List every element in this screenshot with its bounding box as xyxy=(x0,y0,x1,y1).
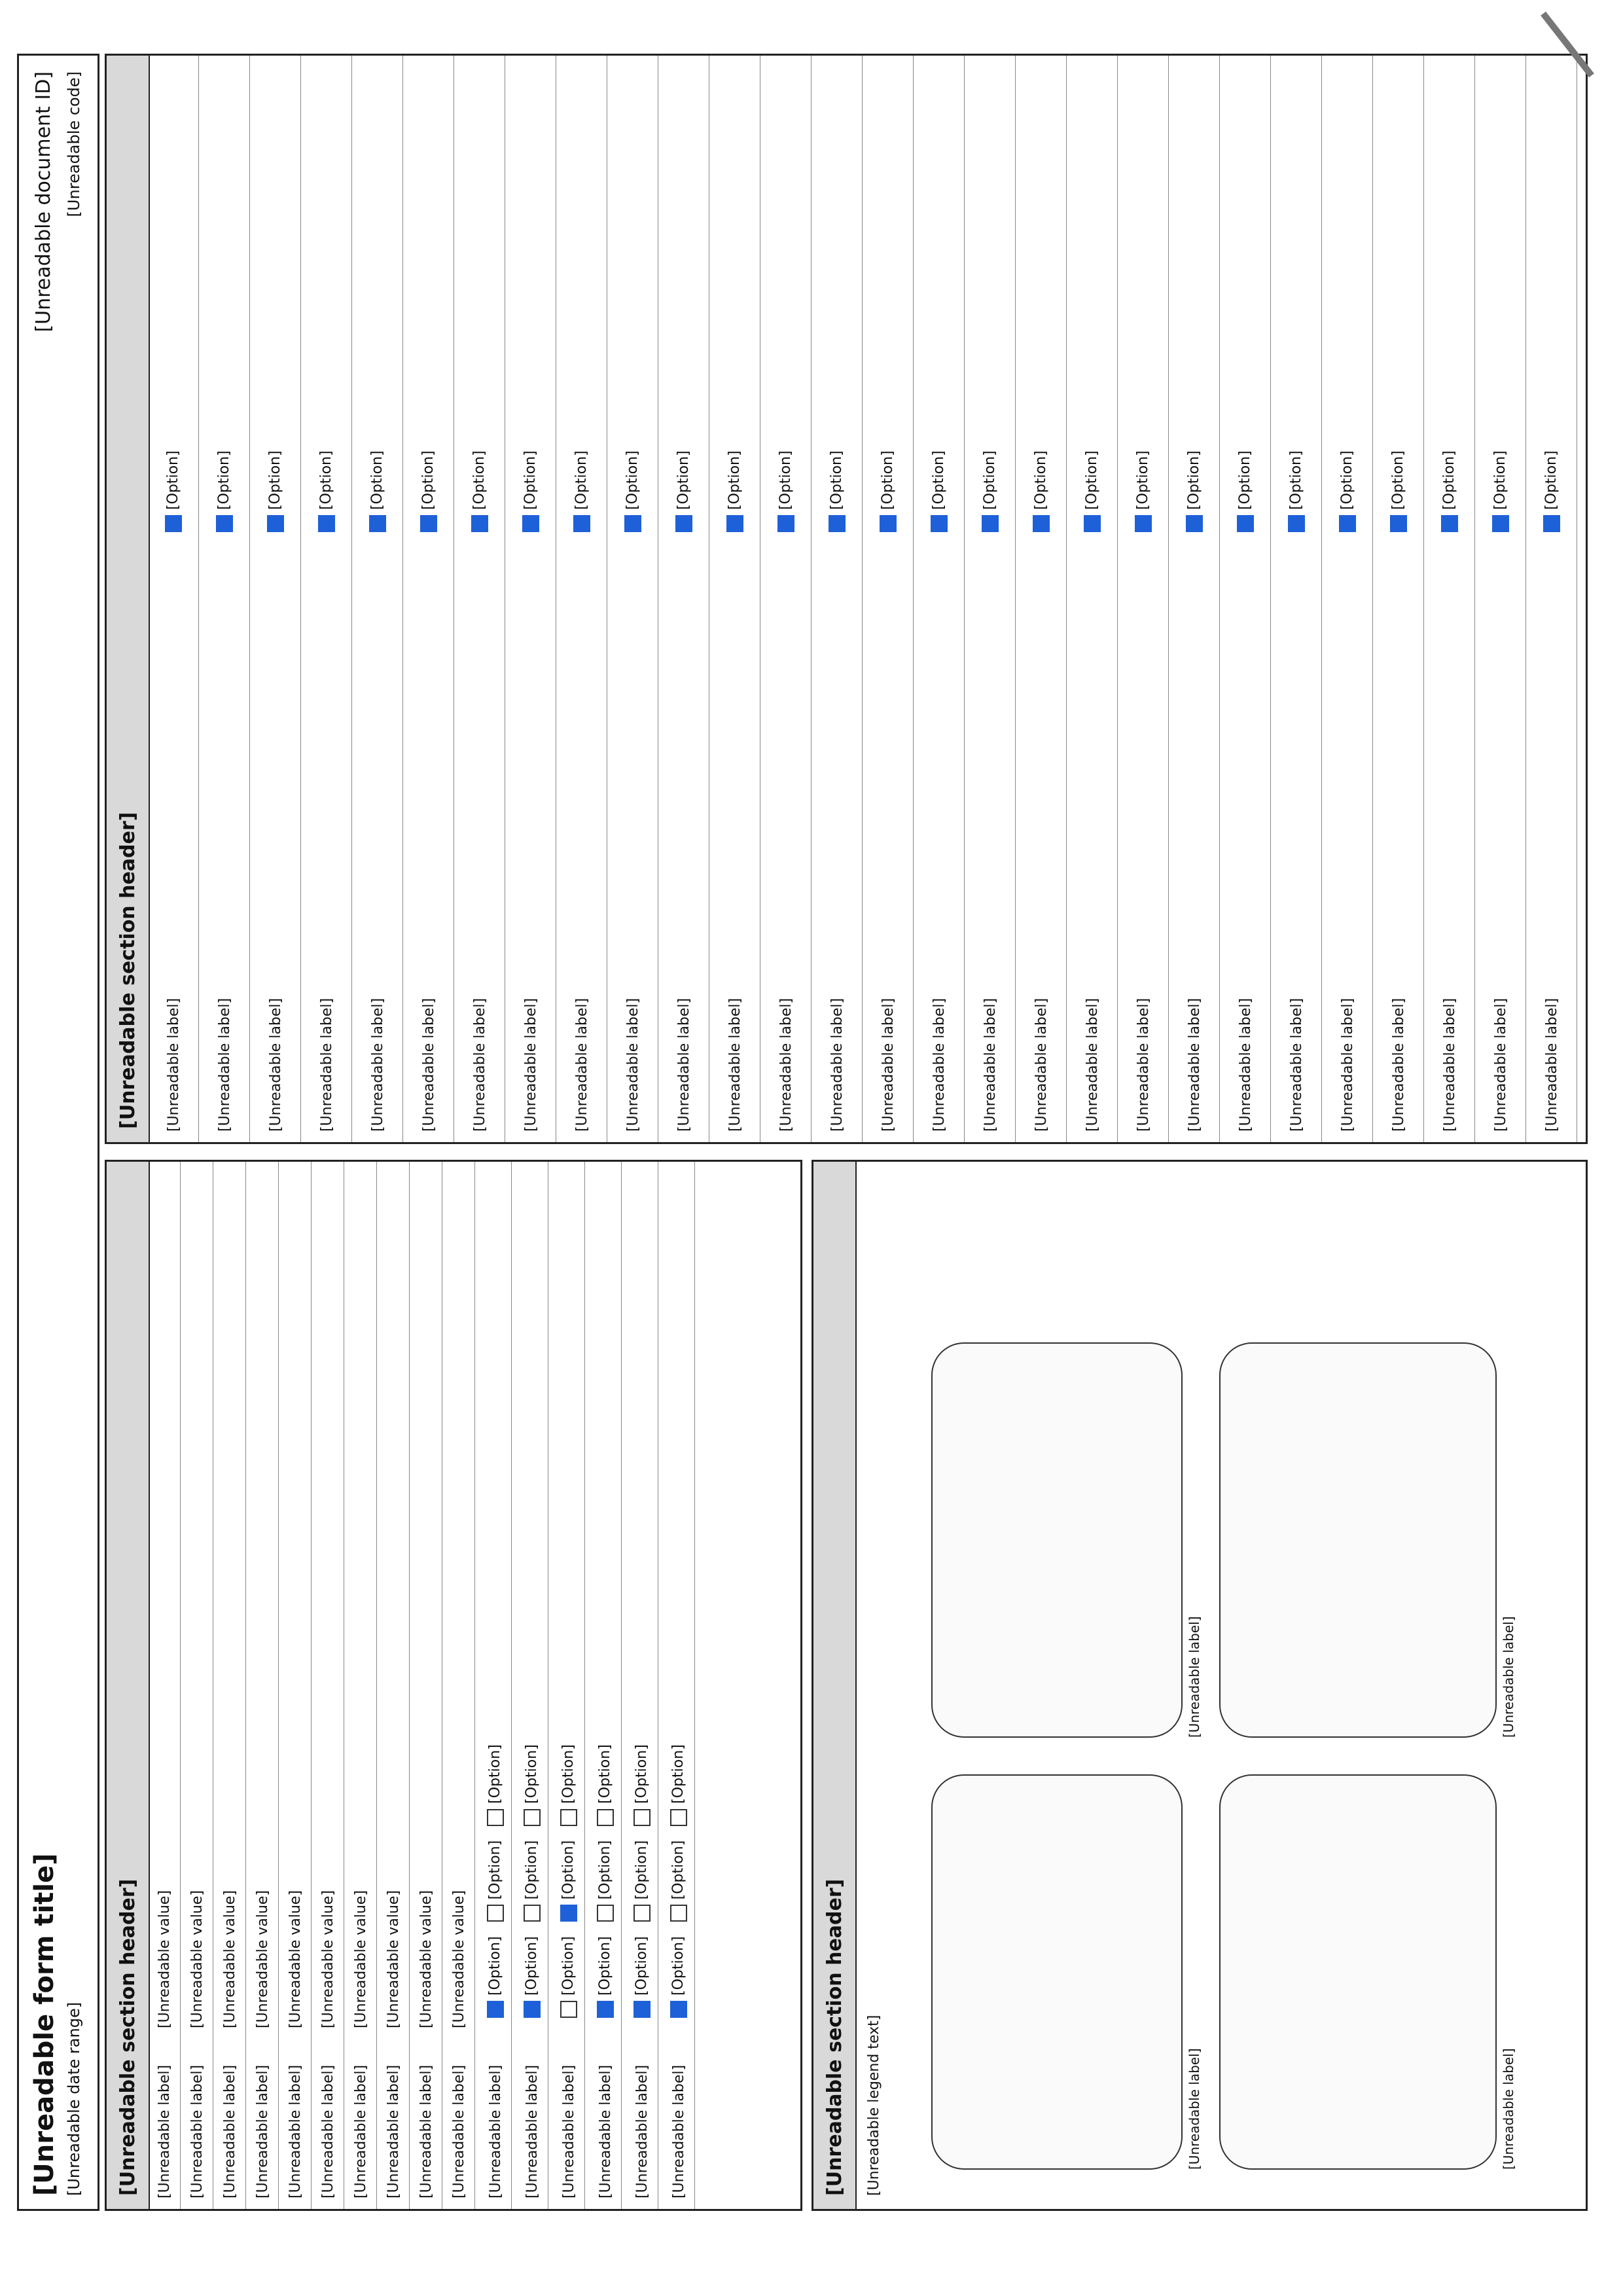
check-option[interactable] xyxy=(670,1840,687,1922)
check-option[interactable] xyxy=(487,1840,504,1922)
status-option-label: [Option] xyxy=(1339,450,1355,510)
check-option[interactable] xyxy=(633,1744,651,1826)
check-row-options xyxy=(487,1744,504,2028)
status-row-label: [Unreadable label] xyxy=(471,997,488,1132)
diagram-header: [Unreadable section header] xyxy=(813,1162,857,2209)
checkbox[interactable] xyxy=(670,1809,687,1826)
status-option[interactable] xyxy=(1033,450,1050,532)
accident-diagram-panel xyxy=(812,1160,1588,2211)
status-row xyxy=(455,56,505,1142)
status-option[interactable] xyxy=(573,450,590,532)
checkbox[interactable] xyxy=(1441,515,1458,532)
checkbox[interactable] xyxy=(560,1809,577,1826)
status-row xyxy=(710,56,760,1142)
checkbox[interactable] xyxy=(597,1905,614,1922)
status-option[interactable] xyxy=(318,450,335,532)
status-row-label: [Unreadable label] xyxy=(216,997,233,1132)
status-row xyxy=(251,56,301,1142)
check-row-label: [Unreadable label] xyxy=(524,2064,541,2198)
checkbox[interactable] xyxy=(1390,515,1407,532)
checkbox[interactable] xyxy=(165,515,182,532)
basic-info-rows xyxy=(149,1162,476,2209)
check-option[interactable] xyxy=(524,1936,541,2018)
info-row xyxy=(345,1162,377,2209)
checkbox[interactable] xyxy=(487,2001,504,2018)
status-row-label: [Unreadable label] xyxy=(1033,997,1050,1132)
checkbox[interactable] xyxy=(829,515,846,532)
status-option[interactable] xyxy=(1441,450,1458,532)
info-row xyxy=(247,1162,279,2209)
checkbox[interactable] xyxy=(524,1905,541,1922)
info-row-label: [Unreadable label] xyxy=(418,2064,435,2198)
check-row-label: [Unreadable label] xyxy=(597,2064,614,2198)
status-row xyxy=(965,56,1016,1142)
status-option-label: [Option] xyxy=(1135,450,1151,510)
detail-status-header: [Unreadable section header] xyxy=(107,56,150,1142)
info-row-label: [Unreadable label] xyxy=(221,2064,238,2198)
checkbox[interactable] xyxy=(633,1905,651,1922)
check-option[interactable] xyxy=(560,1936,577,2018)
engine-code: [Unreadable code] xyxy=(65,71,83,217)
check-option-label: [Option] xyxy=(670,1744,687,1804)
checkbox[interactable] xyxy=(524,2001,541,2018)
status-row xyxy=(1169,56,1220,1142)
status-row-options xyxy=(982,450,999,543)
check-row xyxy=(480,1162,512,2209)
info-row xyxy=(378,1162,410,2209)
status-row xyxy=(404,56,454,1142)
status-row-options xyxy=(471,450,488,543)
status-row-options xyxy=(880,450,897,543)
check-option-label: [Option] xyxy=(487,1936,503,1996)
info-row-value: [Unreadable value] xyxy=(319,1890,336,2028)
check-option-label: [Option] xyxy=(524,1936,540,1996)
checkbox[interactable] xyxy=(1084,515,1101,532)
checkbox[interactable] xyxy=(560,1905,577,1922)
status-row-label: [Unreadable label] xyxy=(982,997,999,1132)
status-option-label: [Option] xyxy=(573,450,590,510)
check-row-label: [Unreadable label] xyxy=(670,2064,687,2198)
status-row xyxy=(1527,56,1577,1142)
checkbox[interactable] xyxy=(267,515,284,532)
status-option-label: [Option] xyxy=(1237,450,1253,510)
status-row-label: [Unreadable label] xyxy=(1339,997,1356,1132)
checkbox[interactable] xyxy=(560,2001,577,2018)
checkbox[interactable] xyxy=(216,515,233,532)
check-row xyxy=(553,1162,585,2209)
status-row xyxy=(659,56,709,1142)
status-row-label: [Unreadable label] xyxy=(1543,997,1560,1132)
status-option[interactable] xyxy=(1135,450,1152,532)
checkbox[interactable] xyxy=(624,515,641,532)
status-option-label: [Option] xyxy=(216,450,232,510)
status-row-options xyxy=(931,450,948,543)
status-row-options xyxy=(1288,450,1305,543)
info-row-label: [Unreadable label] xyxy=(319,2064,336,2198)
checkbox[interactable] xyxy=(633,2001,651,2018)
checkbox[interactable] xyxy=(1033,515,1050,532)
check-option-label: [Option] xyxy=(670,1936,687,1996)
status-row-label: [Unreadable label] xyxy=(522,997,539,1132)
check-row-options xyxy=(597,1744,614,2028)
info-row xyxy=(443,1162,475,2209)
info-row-value: [Unreadable value] xyxy=(287,1890,304,2028)
status-option-label: [Option] xyxy=(1084,450,1100,510)
check-option[interactable] xyxy=(487,1936,504,2018)
info-row-label: [Unreadable label] xyxy=(156,2064,173,2198)
status-row-label: [Unreadable label] xyxy=(1084,997,1101,1132)
info-row-value: [Unreadable value] xyxy=(156,1890,173,2028)
check-row xyxy=(626,1162,658,2209)
check-option[interactable] xyxy=(560,1744,577,1826)
checkbox[interactable] xyxy=(1135,515,1152,532)
check-option[interactable] xyxy=(560,1840,577,1922)
checkbox[interactable] xyxy=(522,515,539,532)
check-option-label: [Option] xyxy=(487,1840,503,1900)
status-option-label: [Option] xyxy=(675,450,692,510)
status-row-options xyxy=(369,450,386,543)
checkbox[interactable] xyxy=(318,515,335,532)
status-option-label: [Option] xyxy=(1492,450,1508,510)
status-option-label: [Option] xyxy=(1543,450,1560,510)
status-option-label: [Option] xyxy=(624,450,641,510)
status-row-options xyxy=(165,450,182,543)
status-row-label: [Unreadable label] xyxy=(318,997,335,1132)
status-option-label: [Option] xyxy=(1033,450,1049,510)
checkbox[interactable] xyxy=(471,515,488,532)
status-option-label: [Option] xyxy=(829,450,845,510)
check-option-label: [Option] xyxy=(633,1744,650,1804)
info-row-value: [Unreadable value] xyxy=(385,1890,402,2028)
check-option-label: [Option] xyxy=(597,1936,613,1996)
check-option-label: [Option] xyxy=(560,1744,577,1804)
checkbox[interactable] xyxy=(1186,515,1203,532)
check-row-label: [Unreadable label] xyxy=(633,2064,651,2198)
status-row-label: [Unreadable label] xyxy=(829,997,846,1132)
status-row-options xyxy=(777,450,794,543)
checkbox[interactable] xyxy=(1237,515,1254,532)
status-row-label: [Unreadable label] xyxy=(1390,997,1407,1132)
detail-status-panel xyxy=(105,54,1588,1144)
check-row xyxy=(590,1162,622,2209)
info-row-value: [Unreadable value] xyxy=(450,1890,467,2028)
status-row-options xyxy=(573,450,590,543)
status-option[interactable] xyxy=(777,450,794,532)
status-option-label: [Option] xyxy=(267,450,283,510)
checkbox[interactable] xyxy=(597,2001,614,2018)
check-option[interactable] xyxy=(597,1936,614,2018)
check-option-label: [Option] xyxy=(560,1840,577,1900)
status-row xyxy=(1476,56,1526,1142)
check-option[interactable] xyxy=(597,1840,614,1922)
status-row xyxy=(608,56,658,1142)
checkbox[interactable] xyxy=(1288,515,1305,532)
status-row-label: [Unreadable label] xyxy=(624,997,641,1132)
checkbox[interactable] xyxy=(524,1809,541,1826)
car-view-label-4: [Unreadable label] xyxy=(1501,1616,1516,1738)
checkbox[interactable] xyxy=(880,515,897,532)
status-row-label: [Unreadable label] xyxy=(369,997,386,1132)
check-option-label: [Option] xyxy=(524,1744,540,1804)
status-option[interactable] xyxy=(420,450,437,532)
status-option[interactable] xyxy=(165,450,182,532)
status-option-label: [Option] xyxy=(369,450,385,510)
detail-status-rows xyxy=(149,56,1586,1142)
check-option-label: [Option] xyxy=(597,1840,613,1900)
status-row xyxy=(914,56,965,1142)
check-option-label: [Option] xyxy=(633,1936,650,1996)
status-row-label: [Unreadable label] xyxy=(726,997,743,1132)
info-row xyxy=(214,1162,246,2209)
info-row-label: [Unreadable label] xyxy=(188,2064,205,2198)
check-option[interactable] xyxy=(524,1744,541,1826)
status-option-label: [Option] xyxy=(318,450,334,510)
status-row-options xyxy=(1339,450,1356,543)
status-option-label: [Option] xyxy=(522,450,539,510)
check-row xyxy=(663,1162,695,2209)
status-row-label: [Unreadable label] xyxy=(267,997,284,1132)
status-row-label: [Unreadable label] xyxy=(1186,997,1203,1132)
status-row xyxy=(761,56,812,1142)
check-row-options xyxy=(633,1744,651,2028)
status-option[interactable] xyxy=(1339,450,1356,532)
status-option-label: [Option] xyxy=(931,450,947,510)
car-view-top xyxy=(931,1342,1183,1738)
status-option[interactable] xyxy=(1084,450,1101,532)
status-row-options xyxy=(1543,450,1560,543)
status-row xyxy=(1425,56,1475,1142)
status-row xyxy=(302,56,352,1142)
checkbox[interactable] xyxy=(777,515,794,532)
info-row-value: [Unreadable value] xyxy=(254,1890,271,2028)
check-option-label: [Option] xyxy=(487,1744,503,1804)
checkbox[interactable] xyxy=(1543,515,1560,532)
status-option[interactable] xyxy=(1543,450,1560,532)
status-option-label: [Option] xyxy=(880,450,896,510)
document-id: [Unreadable document ID] xyxy=(32,71,55,332)
status-option[interactable] xyxy=(1237,450,1254,532)
check-option[interactable] xyxy=(633,1840,651,1922)
checkbox[interactable] xyxy=(633,1809,651,1826)
status-row xyxy=(353,56,403,1142)
status-option[interactable] xyxy=(829,450,846,532)
info-row-value: [Unreadable value] xyxy=(418,1890,435,2028)
check-option[interactable] xyxy=(670,1936,687,2018)
status-row-options xyxy=(726,450,743,543)
checkbox[interactable] xyxy=(1492,515,1509,532)
status-row-options xyxy=(420,450,437,543)
status-row-options xyxy=(1441,450,1458,543)
checkbox[interactable] xyxy=(369,515,386,532)
status-option[interactable] xyxy=(726,450,743,532)
check-row xyxy=(516,1162,548,2209)
status-row-options xyxy=(267,450,284,543)
status-option[interactable] xyxy=(267,450,284,532)
info-row-label: [Unreadable label] xyxy=(287,2064,304,2198)
check-option-label: [Option] xyxy=(633,1840,650,1900)
info-row-label: [Unreadable label] xyxy=(385,2064,402,2198)
status-row xyxy=(149,56,199,1142)
checkbox[interactable] xyxy=(420,515,437,532)
status-row-label: [Unreadable label] xyxy=(777,997,794,1132)
status-row-label: [Unreadable label] xyxy=(931,997,948,1132)
info-row-label: [Unreadable label] xyxy=(254,2064,271,2198)
basic-info-header: [Unreadable section header] xyxy=(107,1162,150,2209)
check-option[interactable] xyxy=(524,1840,541,1922)
status-row-options xyxy=(318,450,335,543)
status-row xyxy=(1221,56,1271,1142)
info-row-value: [Unreadable value] xyxy=(188,1890,205,2028)
status-row xyxy=(557,56,607,1142)
status-option[interactable] xyxy=(880,450,897,532)
check-option-label: [Option] xyxy=(597,1744,613,1804)
status-row xyxy=(863,56,914,1142)
status-option[interactable] xyxy=(216,450,233,532)
status-row-label: [Unreadable label] xyxy=(675,997,692,1132)
status-row-options xyxy=(1186,450,1203,543)
status-option[interactable] xyxy=(471,450,488,532)
status-row-options xyxy=(1033,450,1050,543)
status-option[interactable] xyxy=(1492,450,1509,532)
checkbox[interactable] xyxy=(597,1809,614,1826)
status-row xyxy=(1067,56,1118,1142)
basic-info-checks xyxy=(480,1162,800,2209)
status-option-label: [Option] xyxy=(471,450,488,510)
status-option[interactable] xyxy=(931,450,948,532)
status-option[interactable] xyxy=(624,450,641,532)
checkbox[interactable] xyxy=(1339,515,1356,532)
check-option[interactable] xyxy=(487,1744,504,1826)
check-row-options xyxy=(524,1744,541,2028)
check-row-options xyxy=(670,1744,687,2028)
status-option[interactable] xyxy=(1186,450,1203,532)
status-option-label: [Option] xyxy=(1390,450,1406,510)
status-row-label: [Unreadable label] xyxy=(1288,997,1305,1132)
status-row xyxy=(1374,56,1424,1142)
checkbox[interactable] xyxy=(670,1905,687,1922)
status-row xyxy=(200,56,250,1142)
status-option[interactable] xyxy=(1288,450,1305,532)
info-row xyxy=(410,1162,442,2209)
check-option[interactable] xyxy=(670,1744,687,1826)
check-option-label: [Option] xyxy=(670,1840,687,1900)
checkbox[interactable] xyxy=(670,2001,687,2018)
check-row-label: [Unreadable label] xyxy=(560,2064,577,2198)
status-option[interactable] xyxy=(522,450,539,532)
check-row-label: [Unreadable label] xyxy=(487,2064,504,2198)
status-option-label: [Option] xyxy=(777,450,794,510)
status-row-label: [Unreadable label] xyxy=(1237,997,1254,1132)
checkbox[interactable] xyxy=(982,515,999,532)
status-row xyxy=(1272,56,1322,1142)
status-row xyxy=(1118,56,1169,1142)
info-row-value: [Unreadable value] xyxy=(221,1890,238,2028)
car-view-label-2: [Unreadable label] xyxy=(1186,1616,1202,1738)
status-row-options xyxy=(1135,450,1152,543)
info-row-label: [Unreadable label] xyxy=(352,2064,369,2198)
status-row-label: [Unreadable label] xyxy=(1135,997,1152,1132)
check-row-options xyxy=(560,1744,577,2028)
info-row-value: [Unreadable value] xyxy=(352,1890,369,2028)
status-option-label: [Option] xyxy=(1186,450,1202,510)
status-row-options xyxy=(216,450,233,543)
title-strip xyxy=(17,54,99,2211)
status-option[interactable] xyxy=(982,450,999,532)
status-option-label: [Option] xyxy=(726,450,743,510)
check-option[interactable] xyxy=(633,1936,651,2018)
car-view-label-3: [Unreadable label] xyxy=(1501,2048,1516,2170)
status-row-options xyxy=(522,450,539,543)
checkbox[interactable] xyxy=(675,515,692,532)
info-row xyxy=(149,1162,181,2209)
check-option-label: [Option] xyxy=(560,1936,577,1996)
car-view-side-left xyxy=(931,1774,1183,2170)
status-row-label: [Unreadable label] xyxy=(165,997,182,1132)
date-range: [Unreadable date range] xyxy=(65,2001,83,2196)
status-row-options xyxy=(1237,450,1254,543)
checkbox[interactable] xyxy=(726,515,743,532)
status-row-options xyxy=(1492,450,1509,543)
status-row-label: [Unreadable label] xyxy=(420,997,437,1132)
info-row xyxy=(279,1162,312,2209)
status-row xyxy=(1016,56,1067,1142)
status-row-options xyxy=(624,450,641,543)
status-row-label: [Unreadable label] xyxy=(880,997,897,1132)
status-option[interactable] xyxy=(1390,450,1407,532)
info-row xyxy=(181,1162,213,2209)
status-row-label: [Unreadable label] xyxy=(573,997,590,1132)
status-option-label: [Option] xyxy=(982,450,998,510)
status-row-options xyxy=(829,450,846,543)
check-option[interactable] xyxy=(597,1744,614,1826)
status-option-label: [Option] xyxy=(165,450,181,510)
car-view-underbody xyxy=(1219,1774,1497,2170)
car-view-side-right xyxy=(1219,1342,1497,1738)
check-option-label: [Option] xyxy=(524,1840,540,1900)
status-option-label: [Option] xyxy=(1441,450,1457,510)
status-option[interactable] xyxy=(369,450,386,532)
status-row-label: [Unreadable label] xyxy=(1492,997,1509,1132)
form-title: [Unreadable form title] xyxy=(29,1853,60,2196)
diagram-legend: [Unreadable legend text] xyxy=(866,2015,882,2196)
status-option[interactable] xyxy=(675,450,692,532)
checkbox[interactable] xyxy=(487,1809,504,1826)
status-row-label: [Unreadable label] xyxy=(1441,997,1458,1132)
status-row xyxy=(1323,56,1373,1142)
status-option-label: [Option] xyxy=(420,450,437,510)
status-row-options xyxy=(1390,450,1407,543)
info-row-label: [Unreadable label] xyxy=(450,2064,467,2198)
checkbox[interactable] xyxy=(573,515,590,532)
checkbox[interactable] xyxy=(487,1905,504,1922)
basic-info-panel xyxy=(105,1160,802,2211)
status-option-label: [Option] xyxy=(1288,450,1304,510)
info-row xyxy=(312,1162,344,2209)
status-row-options xyxy=(675,450,692,543)
car-view-label-1: [Unreadable label] xyxy=(1186,2048,1202,2170)
status-row xyxy=(506,56,556,1142)
status-row xyxy=(812,56,863,1142)
status-row-options xyxy=(1084,450,1101,543)
checkbox[interactable] xyxy=(931,515,948,532)
